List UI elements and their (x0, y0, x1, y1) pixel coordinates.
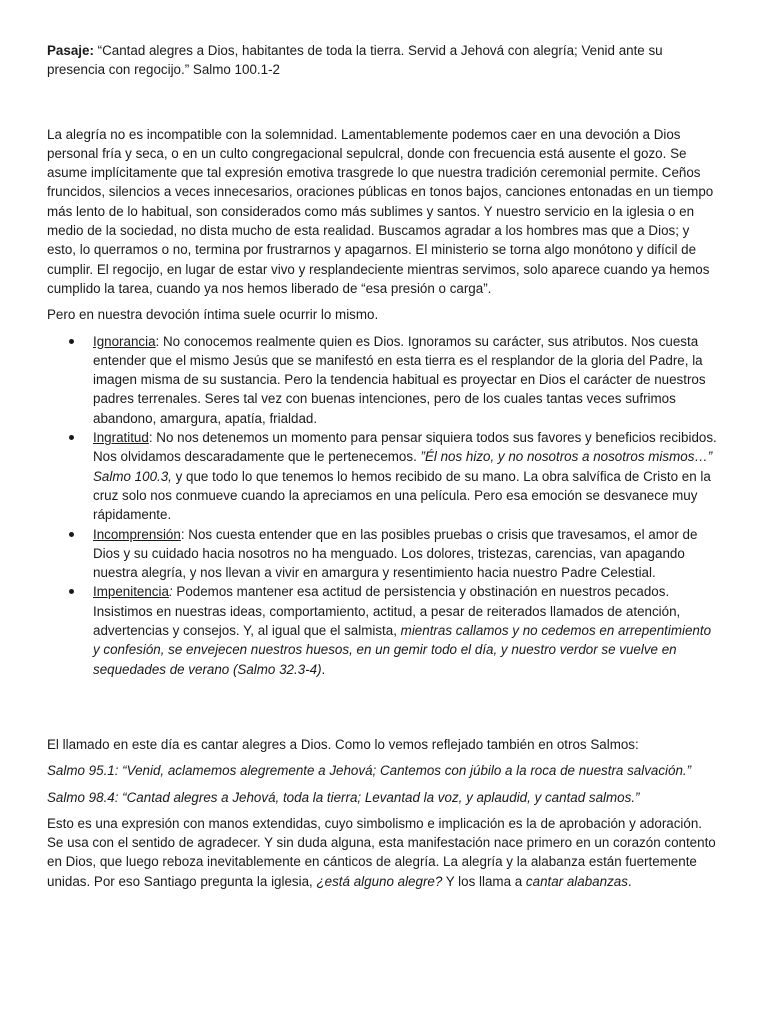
psalm-98-text: Salmo 98.4: “Cantad alegres a Jehová, toda la tierra; Levantad la voz, y aplaudid, y cantad salmos.” (47, 789, 640, 805)
paragraph-closing (47, 814, 718, 891)
psalm-98-quote (47, 788, 718, 807)
term-colon: : (168, 584, 173, 600)
term-impenitencia: Impenitencia (93, 584, 169, 600)
text-ignorancia: No conocemos realmente quien es Dios. Ignoramos su carácter, sus atributos. Nos cuesta entender que el mismo Jesús que se manifestó en esta tierra es el resplandor de la gloria del Padre, la imagen misma de su sustancia. Pero la tendencia habitual es proyectar en Dios el carácter de nuestros padres terrenales. Seres tal vez con buenas intenciones, pero de los cuales tantas veces sufrimos abandono, amargura, apatía, frialdad. (93, 333, 706, 426)
paragraph-devotion: Pero en nuestra devoción íntima suele ocurrir lo mismo. (47, 307, 379, 323)
psalm-95-quote (47, 761, 718, 780)
obstacles-list (47, 332, 718, 679)
bullet-icon (69, 435, 74, 440)
closing-text-2: Y los llama a (442, 873, 526, 889)
closing-period: . (627, 873, 632, 889)
paragraph-intro: La alegría no es incompatible con la solemnidad. Lamentablemente podemos caer en una devoción a Dios personal fría y seca, o en un culto congregacional sepulcral, donde con frecuencia está ausente el gozo. Se asume implícitamente que tal expresión emotiva trasgrede lo que nuestra tradición ceremonial permite. Ceños fruncidos, silencios a veces innecesarios, oraciones públicas en tonos bajos, canciones entonadas en un tiempo más lento de lo habitual, son considerados como más sublimes y santos. Y nuestro servicio en la iglesia o en medio de la sociedad, no dista mucho de esta realidad. Buscamos agradar a los hombres mas que a Dios; y esto, lo querramos o no, termina por frustrarnos y apagarnos. El ministerio se torna algo monótono y difícil de cumplir. El regocijo, en lugar de estar vivo y resplandeciente mientras servimos, solo aparece cuando ya hemos cumplido la tarea, cuando ya nos hemos liberado de “esa presión o carga”. (47, 126, 714, 296)
term-ignorancia: Ignorancia (93, 333, 156, 349)
text-ingratitud-1: : No nos detenemos un momento para pensar siquiera todos sus favores y beneficios recibidos. Nos olvidamos descaradamente que le pertenecemos. (93, 430, 717, 465)
term-colon: : (155, 333, 160, 349)
passage-text: “Cantad alegres a Dios, habitantes de toda la tierra. Servid a Jehová con alegría; Venid ante su presencia con regocijo.” Salmo 100.1-2 (47, 43, 663, 78)
bullet-icon (69, 339, 74, 344)
psalm-95-text: Salmo 95.1: “Venid, aclamemos alegremente a Jehová; Cantemos con júbilo a la roca de nuestra salvación.” (47, 763, 692, 779)
list-item-ingratitud (93, 428, 718, 524)
closing-text-1: Esto es una expresión con manos extendidas, cuyo simbolismo e implicación es la de aprobación y adoración. Se usa con el sentido de agradecer. Y sin duda alguna, esta manifestación nace primero en un corazón contento en Dios, que luego reboza inevitablemente en cánticos de alegría. La alegría y la alabanza están fuertemente unidas. Por eso Santiago pregunta la iglesia, (47, 815, 716, 889)
passage (47, 41, 718, 80)
text-incomprension: : Nos cuesta entender que en las posibles pruebas o crisis que travesamos, el amor de Dios y su cuidado hacia nosotros no ha menguado. Los dolores, tristezas, carencias, van apagando nuestra alegría, y nos llevan a vivir en amargura y resentimiento hacia nuestro Padre Celestial. (93, 526, 698, 581)
text-impenitencia-2: . (321, 661, 326, 677)
bullet-icon (69, 532, 74, 537)
quote-impenitencia: mientras callamos y no cedemos en arrepentimiento y confesión, se envejecen nuestros huesos, en un gemir todo el día, y nuestro verdor se vuelve en sequedades de verano (Salmo 32.3-4) (93, 623, 712, 677)
text-impenitencia-1: Podemos mantener esa actitud de persistencia y obstinación en nuestros pecados. Insistimos en nuestras ideas, comportamiento, actitud, a pesar de reiterados llamados de atención, advertencias y consejos. Y, al igual que el salmista, (93, 584, 681, 639)
passage-label: Pasaje: (47, 43, 94, 58)
text-ingratitud-2: y que todo lo que tenemos lo hemos recibido de su mano. La obra salvífica de Cristo en la cruz solo nos conmueve cuando la apreciamos en una película. Pero esa emoción se desvanece muy rápidamente. (93, 468, 711, 523)
closing-italic: cantar alabanzas (525, 873, 628, 889)
list-item-impenitencia (93, 582, 718, 678)
bullet-icon (69, 589, 74, 594)
closing-question: ¿está alguno alegre? (316, 873, 443, 889)
list-item-incomprension (93, 525, 718, 583)
quote-ingratitud: ”Él nos hizo, y no nosotros a nosotros mismos…” Salmo 100.3, (93, 449, 713, 484)
list-item-ignorancia (93, 332, 718, 428)
term-ingratitud: Ingratitud (93, 430, 149, 446)
term-incomprension: Incomprensión (93, 526, 181, 542)
paragraph-call: El llamado en este día es cantar alegres a Dios. Como lo vemos reflejado también en otros Salmos: (47, 736, 639, 752)
